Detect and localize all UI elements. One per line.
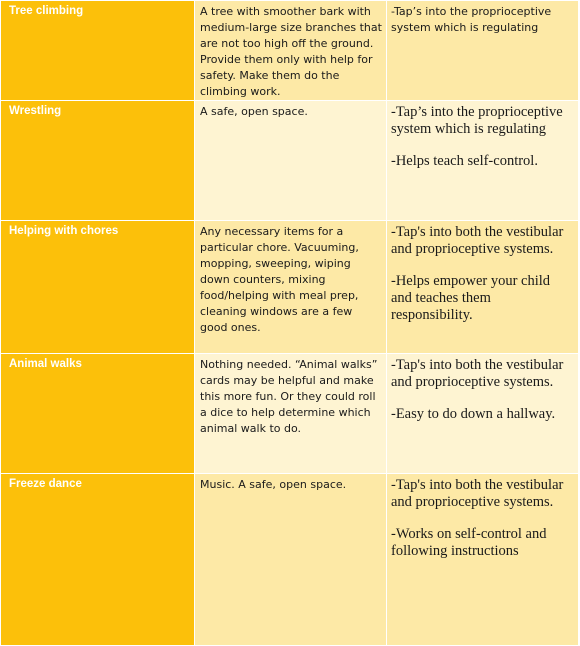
benefit-text: -Tap's into both the vestibular and proprioceptive systems.	[391, 477, 564, 510]
benefit-text: -Tap’s into the proprioceptive system which is regulating	[391, 104, 563, 137]
materials-cell	[195, 474, 387, 646]
benefit-text: -Helps empower your child and teaches them responsibility.	[391, 273, 551, 323]
benefits-cell	[387, 1, 579, 101]
materials-text: A tree with smoother bark with medium-large size branches that are not too high off the ground. Provide them only with help for safety. Make them do the climbing work.	[200, 5, 382, 98]
benefits-cell	[387, 101, 579, 221]
materials-text: Music. A safe, open space.	[200, 478, 347, 491]
table-row	[1, 1, 579, 101]
materials-cell	[195, 354, 387, 474]
benefit-text: -Easy to do down a hallway.	[391, 406, 556, 422]
table-row	[1, 101, 579, 221]
materials-text: Nothing needed. “Animal walks” cards may be helpful and make this more fun. Or they could roll a dice to help determine which animal walk to do.	[200, 358, 378, 435]
activity-cell	[1, 221, 195, 354]
table-row	[1, 474, 579, 646]
activity-cell	[1, 474, 195, 646]
materials-text: Any necessary items for a particular chore. Vacuuming, mopping, sweeping, wiping down counters, mixing food/helping with meal prep, cleaning windows are a few good ones.	[200, 225, 359, 334]
benefit-text: -Tap's into both the vestibular and proprioceptive systems.	[391, 357, 564, 390]
activity-name: Helping with chores	[9, 225, 119, 237]
benefits-cell	[387, 221, 579, 354]
benefits-cell	[387, 474, 579, 646]
benefits-cell	[387, 354, 579, 474]
benefit-text: -Tap’s into the proprioceptive system which is regulating	[391, 5, 552, 34]
activity-cell	[1, 101, 195, 221]
benefit-text: -Helps teach self-control.	[391, 153, 538, 169]
materials-cell	[195, 1, 387, 101]
materials-cell	[195, 221, 387, 354]
activity-name: Animal walks	[9, 358, 82, 370]
benefit-text: -Works on self-control and following instructions	[391, 526, 547, 559]
materials-cell	[195, 101, 387, 221]
benefit-text: -Tap's into both the vestibular and proprioceptive systems.	[391, 224, 564, 257]
table-row	[1, 354, 579, 474]
activity-name: Tree climbing	[9, 5, 84, 17]
activity-name: Wrestling	[9, 105, 62, 117]
activity-cell	[1, 1, 195, 101]
activity-name: Freeze dance	[9, 478, 82, 490]
activity-cell	[1, 354, 195, 474]
materials-text: A safe, open space.	[200, 105, 308, 118]
table-row	[1, 221, 579, 354]
